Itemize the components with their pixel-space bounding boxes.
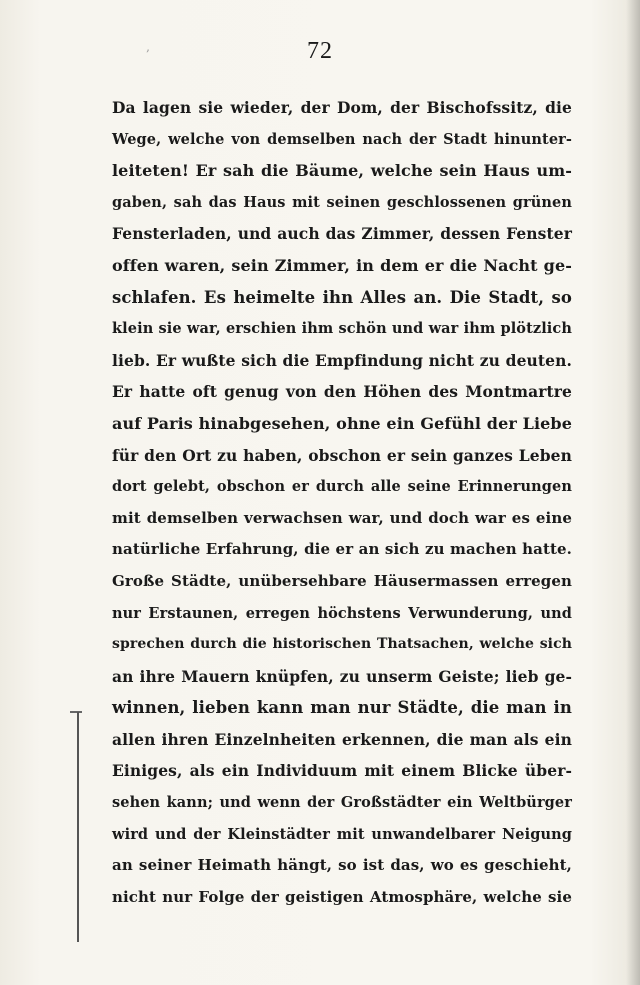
text-line: lieb. Er wußte sich die Empfindung nicht zu deuten. [112,350,572,370]
text-line: auf Paris hinabgesehen, ohne ein Gefühl der Liebe [112,413,572,433]
margin-pencil-line [77,712,79,942]
text-line: an seiner Heimath hängt, so ist das, wo es geschieht, [112,856,572,875]
text-line: Da lagen sie wieder, der Dom, der Bischofssitz, die [112,98,572,117]
text-line: Große Städte, unübersehbare Häusermassen erregen [112,571,572,590]
margin-mark: ‚ [146,40,150,54]
text-line: Einiges, als ein Individuum mit einem Blicke über- [112,761,572,781]
text-line: leiteten! Er sah die Bäume, welche sein Haus um- [112,161,572,181]
page-number: 72 [307,38,333,64]
text-line: schlafen. Es heimelte ihn Alles an. Die Stadt, so [112,287,572,307]
margin-tick-mark [70,711,82,713]
text-line: allen ihren Einzelnheiten erkennen, die man als ein [112,729,572,749]
text-line: mit demselben verwachsen war, und doch war es eine [112,508,572,527]
text-line: natürliche Erfahrung, die er an sich zu machen hatte. [112,540,572,559]
text-line: gaben, sah das Haus mit seinen geschlossenen grünen [112,193,572,211]
text-line: offen waren, sein Zimmer, in dem er die Nacht ge- [112,255,572,275]
text-line: klein sie war, erschien ihm schön und war ihm plötzlich [112,320,572,338]
text-line: nur Erstaunen, erregen höchstens Verwunderung, und [112,604,572,622]
text-line: nicht nur Folge der geistigen Atmosphäre, welche sie [112,887,572,906]
text-line: winnen, lieben kann man nur Städte, die man in [112,698,572,718]
body-text [112,92,572,913]
page-edge-shadow [626,0,640,985]
text-line: Wege, welche von demselben nach der Stadt hinunter- [112,130,572,148]
text-line: dort gelebt, obschon er durch alle seine Erinnerungen [112,478,572,496]
text-line: an ihre Mauern knüpfen, zu unserm Geiste; lieb ge- [112,666,572,686]
text-line: sprechen durch die historischen Thatsachen, welche sich [112,636,572,653]
text-line: wird und der Kleinstädter mit unwandelbarer Neigung [112,825,572,843]
text-line: sehen kann; und wenn der Großstädter ein Weltbürger [112,794,572,812]
text-line: Fensterladen, und auch das Zimmer, dessen Fenster [112,224,572,244]
text-line: Er hatte oft genug von den Höhen des Montmartre [112,382,572,402]
text-line: für den Ort zu haben, obschon er sein ganzes Leben [112,445,572,465]
